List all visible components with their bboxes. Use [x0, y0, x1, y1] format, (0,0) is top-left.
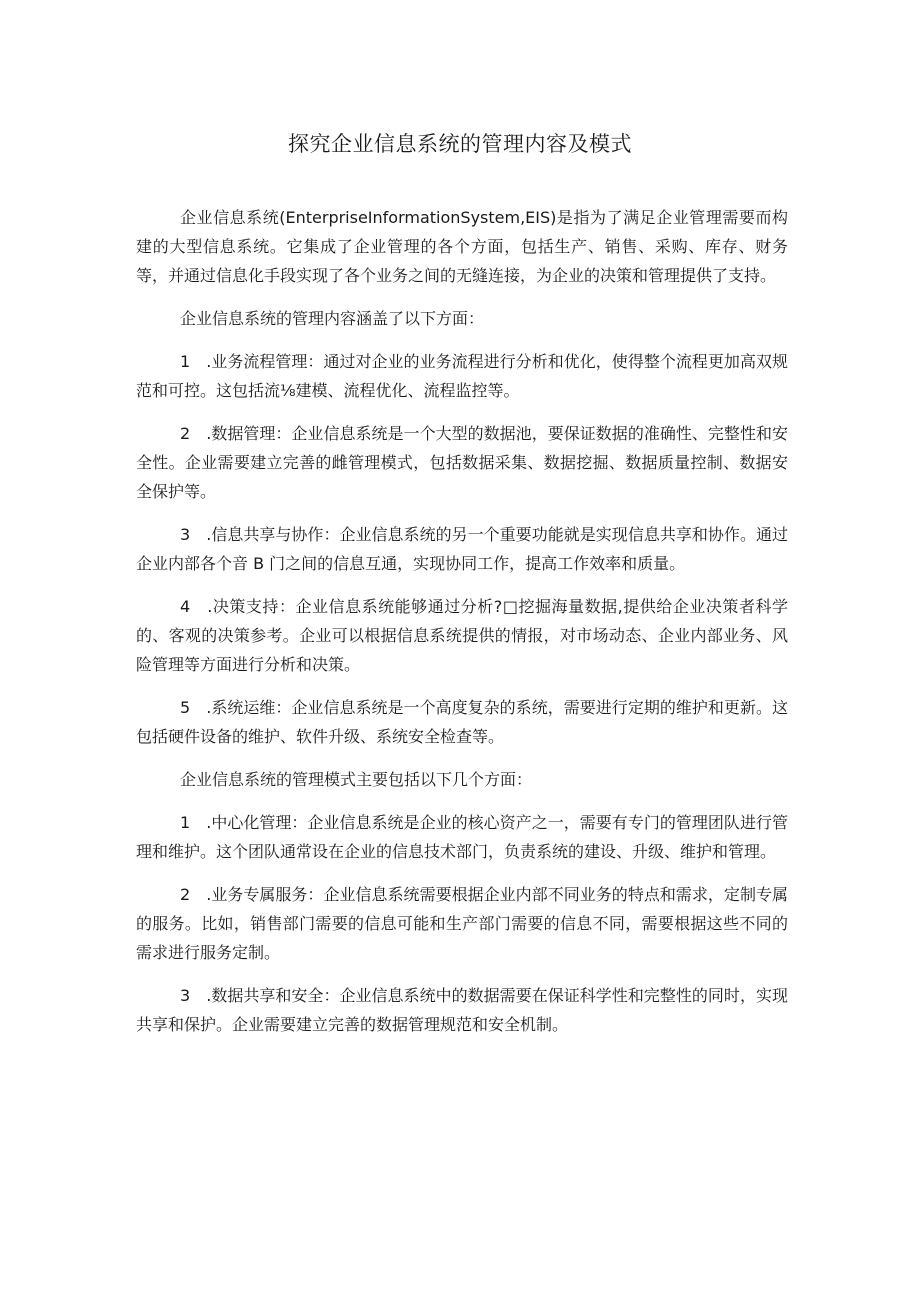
content-item-information-sharing: 3 .信息共享与协作：企业信息系统的另一个重要功能就是实现信息共享和协作。通过企业内部各个音 B 门之间的信息互通，实现协同工作，提高工作效率和质量。 — [136, 525, 788, 573]
management-content-heading: 企业信息系统的管理内容涵盖了以下方面： — [180, 309, 485, 328]
document-body — [136, 203, 788, 1053]
content-item-process-management: 1 .业务流程管理：通过对企业的业务流程进行分析和优化，使得整个流程更加高双规范和可控。这包括流⅛建模、流程优化、流程监控等。 — [136, 352, 788, 400]
content-item-system-maintenance: 5 .系统运维：企业信息系统是一个高度复杂的系统，需要进行定期的维护和更新。这包括硬件设备的维护、软件升级、系统安全检查等。 — [136, 698, 788, 746]
intro-paragraph: 企业信息系统(EnterpriseInformationSystem,EIS)是指为了满足企业管理需要而构建的大型信息系统。它集成了企业管理的各个方面，包括生产、销售、采购、库存、财务等，并通过信息化手段实现了各个业务之间的无缝连接，为企业的决策和管理提供了支持。 — [136, 208, 788, 285]
document-title: 探究企业信息系统的管理内容及模式 — [288, 132, 632, 156]
mode-item-dedicated-services: 2 .业务专属服务：企业信息系统需要根据企业内部不同业务的特点和需求，定制专属的服务。比如，销售部门需要的信息可能和生产部门需要的信息不同，需要根据这些不同的需求进行服务定制。 — [136, 885, 788, 962]
content-item-decision-support: 4 .决策支持：企业信息系统能够通过分析?□挖掘海量数据,提供给企业决策者科学的、客观的决策参考。企业可以根据信息系统提供的情报，对市场动态、企业内部业务、风险管理等方面进行分析和决策。 — [136, 597, 788, 674]
content-item-data-management: 2 .数据管理：企业信息系统是一个大型的数据池，要保证数据的准确性、完整性和安全性。企业需要建立完善的雌管理模式，包括数据采集、数据挖掘、数据质量控制、数据安全保护等。 — [136, 424, 788, 501]
mode-item-data-sharing-security: 3 .数据共享和安全：企业信息系统中的数据需要在保证科学性和完整性的同时，实现共享和保护。企业需要建立完善的数据管理规范和安全机制。 — [136, 986, 788, 1034]
management-mode-heading: 企业信息系统的管理模式主要包括以下几个方面： — [180, 770, 533, 789]
mode-item-centralized-management: 1 .中心化管理：企业信息系统是企业的核心资产之一，需要有专门的管理团队进行管理和维护。这个团队通常设在企业的信息技术部门，负责系统的建设、升级、维护和管理。 — [136, 813, 788, 861]
